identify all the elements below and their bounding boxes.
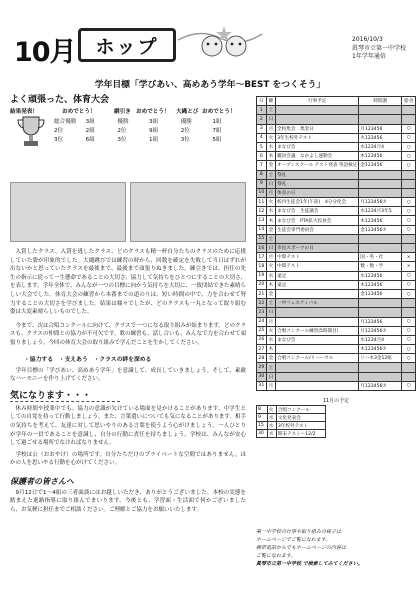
timetable-cell [359, 372, 402, 381]
weekday-cell: 火 [266, 133, 275, 142]
web-note-line: 眞琴市立第一中学校 で検索してみてください。 [256, 561, 363, 567]
timetable-cell: 木123456 [359, 152, 402, 161]
day-cell: 8 [257, 170, 267, 179]
calendar-row [257, 299, 416, 308]
key-points: ・協力する ・支えあう ・クラスの絆を深める [24, 356, 152, 363]
calendar-row [257, 106, 416, 115]
result-cell: 6組 [85, 137, 95, 143]
result-row [54, 118, 244, 127]
col-header-timetable: 時間割 [359, 97, 402, 106]
weekday-cell: 月 [266, 253, 275, 262]
col-header-day: 日 [257, 97, 267, 106]
weekday-cell: 日 [266, 179, 275, 188]
timetable-cell: 国・英・社 [359, 253, 402, 262]
november-table [256, 405, 326, 438]
event-cell: 合唱コンクール練習(5時間目) [276, 326, 359, 335]
result-cell: 3位 [117, 137, 127, 143]
timetable-cell: 火123456 [359, 133, 402, 142]
weekday-cell: 火 [266, 262, 275, 271]
lunch-cell: ○ [402, 289, 416, 298]
web-note-line: 携帯電話からでもホームページの内容は [256, 545, 346, 551]
result-group-label: おめでとう！ [62, 109, 96, 115]
day-cell: 7 [257, 161, 267, 170]
timetable-cell: 水1234月3年5 [359, 207, 402, 216]
lunch-cell: ○ [402, 124, 416, 133]
timetable-cell [359, 234, 402, 243]
calendar-row [257, 115, 416, 124]
timetable-cell: 木123456⑦ [359, 345, 402, 354]
lunch-cell [402, 372, 416, 381]
weekday-cell: 木 [266, 152, 275, 161]
calendar-body [257, 106, 416, 391]
lunch-cell: ○ [402, 207, 416, 216]
weekday-cell: 土 [266, 170, 275, 179]
calendar-row [257, 280, 416, 289]
event-cell: 合唱コンクール/リハーサル [276, 354, 359, 363]
weekday-cell: 木 [266, 216, 275, 225]
calendar-row [257, 271, 416, 280]
november-cell: 水 [267, 414, 276, 422]
event-cell: 中間テスト [276, 253, 359, 262]
lunch-cell: ○ [402, 216, 416, 225]
weekday-cell: 月 [266, 381, 275, 390]
november-cell: 8 [257, 406, 268, 414]
november-row [257, 406, 326, 414]
result-cell: 総合優勝 [54, 119, 77, 125]
lunch-cell [402, 234, 416, 243]
calendar-header-row [257, 97, 416, 106]
event-cell: 祭礼 [276, 179, 359, 188]
weekday-cell: 水 [266, 207, 275, 216]
day-cell: 10 [257, 188, 267, 197]
november-cell: 水 [267, 422, 276, 430]
results-rows [54, 118, 244, 145]
weekday-cell: 火 [266, 198, 275, 207]
timetable-cell [359, 179, 402, 188]
lunch-cell: ○ [402, 381, 416, 390]
col-header-events: 行事予定 [276, 97, 359, 106]
lunch-cell: ○ [402, 317, 416, 326]
calendar-row [257, 133, 416, 142]
day-cell: 9 [257, 179, 267, 188]
event-cell: 遠足 [276, 271, 359, 280]
day-cell: 21 [257, 289, 267, 298]
event-cell [276, 372, 359, 381]
calendar-row [257, 308, 416, 317]
november-cell: 水 [267, 430, 276, 438]
day-cell: 29 [257, 363, 267, 372]
timetable-cell: 金123456⑦ [359, 225, 402, 234]
november-schedule [256, 397, 416, 438]
lunch-cell [402, 106, 416, 115]
result-cell: 9組 [149, 128, 159, 134]
calendar-row [257, 161, 416, 170]
weekday-cell: 日 [266, 308, 275, 317]
timetable-cell: 水123456 [359, 271, 402, 280]
hop-char-1: ホ [95, 35, 117, 58]
timetable-cell [359, 299, 402, 308]
november-cell: 30 [257, 430, 268, 438]
weekday-cell: 木 [266, 345, 275, 354]
timetable-cell [359, 188, 402, 197]
sports-heading: よく頑張った、体育大会 [10, 95, 110, 105]
photo-row [10, 182, 246, 242]
event-cell: 生徒会専門委員会 [276, 225, 359, 234]
event-cell: 祭礼 [276, 170, 359, 179]
day-cell: 2 [257, 115, 267, 124]
weekday-cell: 土 [266, 106, 275, 115]
result-cell: 3組 [149, 119, 159, 125]
lunch-cell: × [402, 253, 416, 262]
hop-char-3: プ [137, 35, 159, 58]
event-cell: 体育の日 [276, 188, 359, 197]
result-group-label: おめでとう！ [202, 109, 236, 115]
guardian-section [10, 476, 246, 515]
weekday-cell: 金 [266, 354, 275, 363]
timetable-cell [359, 308, 402, 317]
event-cell: まなび会 生徒議会 [276, 207, 359, 216]
timetable-cell: 水1234月4 [359, 335, 402, 344]
event-cell: オープンスクール テスト発表 英語検定 [276, 161, 359, 170]
event-cell [276, 115, 359, 124]
calendar-row [257, 372, 416, 381]
result-group-label: 大縄とび [176, 109, 199, 115]
col-header-weekday: 曜 [266, 97, 275, 106]
event-cell: 全校集会 集金日 [276, 124, 359, 133]
newsletter-header [0, 0, 420, 82]
timetable-cell: 月123456 [359, 124, 402, 133]
guardian-body: 9月12日で1〜4組の三者面談にはお越しいただき、ありがとうございました。本校の実態を踏まえた進路指導に取り組んでまいります。今後とも、学習面・生活面で何かございましたら、お気軽に担任までご相談ください。ご理解とご協力をお願いいたします。 [10, 489, 246, 514]
calendar-row [257, 335, 416, 344]
calendar-row [257, 345, 416, 354]
website-note [256, 528, 416, 568]
issue-date: 2016/10/3 [352, 36, 383, 43]
day-cell: 25 [257, 326, 267, 335]
weekday-cell: 木 [266, 280, 275, 289]
weekday-cell: 月 [266, 188, 275, 197]
event-photo [130, 182, 246, 242]
event-cell: まなび会 PTA拡大役員会 [276, 216, 359, 225]
web-note-line: ホームページでご覧になれます。 [256, 537, 331, 543]
calendar-row [257, 225, 416, 234]
event-cell [276, 317, 359, 326]
result-row [54, 136, 244, 145]
day-cell: 17 [257, 253, 267, 262]
day-cell: 26 [257, 335, 267, 344]
day-cell: 31 [257, 381, 267, 390]
calendar-row [257, 354, 416, 363]
day-cell: 22 [257, 299, 267, 308]
result-cell: 優勝 [180, 119, 192, 125]
hop-title-box [78, 28, 176, 62]
event-cell [276, 345, 359, 354]
article-column [10, 92, 246, 592]
concern-heading: 気になります・・・ [10, 388, 120, 402]
november-cell: 15 [257, 422, 268, 430]
weekday-cell: 日 [266, 115, 275, 124]
event-cell: 中間テスト [276, 262, 359, 271]
event-cell [276, 289, 359, 298]
day-cell: 27 [257, 345, 267, 354]
day-cell: 23 [257, 308, 267, 317]
event-cell [276, 308, 359, 317]
november-cell: 3年校外テスト [276, 422, 325, 430]
results-title: 結果発表！ [10, 109, 38, 115]
issuer-name: 1年学年通信 [352, 53, 386, 60]
day-cell: 30 [257, 372, 267, 381]
col-header-lunch: 給食 [402, 97, 416, 106]
result-cell: 7組 [212, 128, 222, 134]
slogan-text: 学年目標の「学びあい、高めあう学年」を意識して、成長していきましょう。そして、素敵なハーモニーを作り上げてください。 [10, 367, 246, 383]
timetable-cell [359, 106, 402, 115]
event-photo [10, 182, 126, 242]
lunch-cell: ○ [402, 354, 416, 363]
day-cell: 19 [257, 271, 267, 280]
timetable-cell: 月123456⑦ [359, 381, 402, 390]
november-row [257, 430, 326, 438]
timetable-cell: 金123456 [359, 289, 402, 298]
timetable-cell: 月123456⑦ [359, 198, 402, 207]
timetable-cell: 木123456 [359, 216, 402, 225]
event-cell [276, 363, 359, 372]
event-cell [276, 106, 359, 115]
timetable-cell [359, 170, 402, 179]
result-cell: 2位 [117, 128, 127, 134]
event-cell: 職員会議 なかよし運動会 [276, 152, 359, 161]
lunch-cell: × [402, 262, 416, 271]
lunch-cell: ○ [402, 152, 416, 161]
timetable-cell: 月123456⑦ [359, 326, 402, 335]
day-cell: 20 [257, 280, 267, 289]
weekday-cell: 火 [266, 326, 275, 335]
november-cell: 9 [257, 414, 268, 422]
calendar-row [257, 244, 416, 253]
day-cell: 11 [257, 198, 267, 207]
hop-char-2: ッ [116, 35, 138, 58]
issue-info [352, 36, 406, 62]
day-cell: 18 [257, 262, 267, 271]
month-title: 10月 [14, 37, 76, 68]
timetable-cell: 月123456 [359, 317, 402, 326]
lunch-cell [402, 299, 416, 308]
lunch-cell [402, 363, 416, 372]
weekday-cell: 土 [266, 299, 275, 308]
result-cell: 2位 [54, 128, 64, 134]
result-cell: 5組 [212, 137, 222, 143]
timetable-cell: 水1234月4 [359, 142, 402, 151]
sports-body: 入賞したクラス、入賞を逃したクラス、どのクラスも精一杯自分たちのクラスのために応援していた姿が印象的でした。大縄跳びでは練習の時から、回数を確定を失敗して当日はずれが出ないかと思っていたクラスを最後まで、最後まで頑張りぬきました。練引きでは、担任の先生の指示に従って一生懸命であることの大切さ、協力して気持ちをひとつにすることの大切さ、を表します。学年全体で、みんなが一つの目標に向かう気持ちを大切に、一致団結できた素晴らしい大会でした。体育大会の練習から本番までの道のりは、短い時間の中で、力を合わせて努力することの大切さを学びました。結果は様々でしたが、どのクラスも一丸となって取り組む姿は大変素晴らしいものでした。 [10, 249, 246, 316]
calendar-row [257, 289, 416, 298]
day-cell: 15 [257, 234, 267, 243]
lunch-cell: ○ [402, 335, 416, 344]
weekday-cell: 月 [266, 124, 275, 133]
event-cell: まなび会 [276, 142, 359, 151]
timetable-cell: リハ木3金12組 [359, 354, 402, 363]
weekday-cell: 金 [266, 161, 275, 170]
lunch-cell [402, 188, 416, 197]
result-cell: 2組 [85, 128, 95, 134]
result-cell: 3位 [180, 137, 190, 143]
lunch-cell: ○ [402, 271, 416, 280]
weekday-cell: 日 [266, 372, 275, 381]
timetable-cell: 数・数・学 [359, 262, 402, 271]
results-block [10, 108, 246, 176]
lunch-cell: ○ [402, 280, 416, 289]
calendar-row [257, 317, 416, 326]
sports-body-2: 今まで、次は合唱コンクールに向けて、クラスで一つになる取り組みが始まります。どのクラスも、クラスの仲間との協力が不可欠です。歌の練習も、話し合いも、みんなで力を合わせて頑張りましょう。今回の体育大会の取り組みで学んだことを生かしてください。 [10, 322, 246, 346]
calendar-row [257, 326, 416, 335]
calendar-row [257, 198, 416, 207]
lunch-cell [402, 179, 416, 188]
timetable-cell: 木123456 [359, 280, 402, 289]
event-cell: 校内生徒会1年(午前) 4分分化会 [276, 198, 359, 207]
result-cell: 1組 [212, 119, 222, 125]
lunch-cell [402, 244, 416, 253]
lunch-cell: ○ [402, 225, 416, 234]
calendar-row [257, 142, 416, 151]
lunch-cell: ○ [402, 326, 416, 335]
weekday-cell: 土 [266, 234, 275, 243]
weekday-cell: 水 [266, 271, 275, 280]
event-cell [276, 381, 359, 390]
day-cell: 6 [257, 152, 267, 161]
calendar-row [257, 253, 416, 262]
day-cell: 14 [257, 225, 267, 234]
calendar-row [257, 170, 416, 179]
lunch-cell: ○ [402, 133, 416, 142]
timetable-cell [359, 244, 402, 253]
november-cell: 期末テスト〜12/2 [276, 430, 325, 438]
calendar-row [257, 234, 416, 243]
day-cell: 12 [257, 207, 267, 216]
lunch-cell [402, 308, 416, 317]
timetable-cell [359, 363, 402, 372]
day-cell: 3 [257, 124, 267, 133]
timetable-cell [359, 115, 402, 124]
trophy-icon [16, 114, 46, 150]
result-cell: 2位 [180, 128, 190, 134]
november-cell: 合唱コンクール [276, 406, 325, 414]
result-group-label: 網引き [114, 109, 131, 115]
day-cell: 1 [257, 106, 267, 115]
svg-text:☆: ☆ [19, 122, 23, 127]
timetable-cell: 金123456 [359, 161, 402, 170]
weekday-cell: 水 [266, 335, 275, 344]
school-name: 眞琴市立第一中学校 [352, 44, 407, 52]
weekday-cell: 月 [266, 317, 275, 326]
lunch-cell: ○ [402, 198, 416, 207]
lunch-cell: ○ [402, 142, 416, 151]
day-cell: 16 [257, 244, 267, 253]
day-cell: 4 [257, 133, 267, 142]
calendar-row [257, 124, 416, 133]
web-note-line: ご覧になれます。 [256, 553, 296, 559]
weekday-cell: 土 [266, 363, 275, 372]
lunch-cell [402, 170, 416, 179]
result-group-label: おめでとう！ [136, 109, 170, 115]
november-cell: 文化発表会 [276, 414, 325, 422]
event-cell: まなび会 [276, 335, 359, 344]
result-cell: 1組 [149, 137, 159, 143]
result-row [54, 127, 244, 136]
october-calendar [256, 96, 416, 391]
weekday-cell: 水 [266, 142, 275, 151]
event-cell: 遠足 [276, 280, 359, 289]
weekday-cell: 金 [266, 225, 275, 234]
calendar-row [257, 152, 416, 161]
result-cell: 3位 [54, 137, 64, 143]
november-row [257, 414, 326, 422]
calendar-row [257, 216, 416, 225]
day-cell: 13 [257, 216, 267, 225]
lunch-cell [402, 115, 416, 124]
calendar-row [257, 207, 416, 216]
november-title: 11月の予定 [322, 398, 350, 404]
event-cell: 一中フェスティバル [276, 299, 359, 308]
event-cell [276, 234, 359, 243]
calendar-row [257, 381, 416, 390]
schedule-column [256, 96, 416, 438]
calendar-row [257, 363, 416, 372]
lunch-cell: ○ [402, 161, 416, 170]
november-row [257, 422, 326, 430]
november-cell: 火 [267, 406, 276, 414]
day-cell: 24 [257, 317, 267, 326]
guardian-heading: 保護者の皆さんへ [10, 476, 74, 486]
result-cell: 3組 [85, 119, 95, 125]
lunch-cell: ○ [402, 345, 416, 354]
calendar-row [257, 262, 416, 271]
weekday-cell: 日 [266, 244, 275, 253]
result-cell: 優勝 [117, 119, 129, 125]
web-note-line: 第一中学校の行事や取り組みの様子は [256, 529, 342, 535]
calendar-row [257, 179, 416, 188]
grade-motto: 学年目標「学びあい、高めあう学年〜BEST をつくそう」 [94, 80, 326, 90]
concern-body: 休み時間や授業中でも、協力の意識が欠けている場面を見かけることがあります。中学生としての自覚を持って行動しましょう。また、言葉遣いについても気になることがあります。相手の気持ちを考えて、友達に対して思いやりのある言葉を使うよう心がけましょう。一人ひとりが学年の一員であることを意識し、自分の行動に責任を持ちましょう。学校は、みんなが安心して過ごせる場所でなければなりません。 [10, 405, 246, 447]
event-cell: 市民スポーツの日 [276, 244, 359, 253]
concern-body-2: 学校は公（おおやけ）の場所です。自分たちだけのプライベートな空間ではありません。ほかの人を思いやる行動を心がけてください。 [10, 451, 246, 467]
weekday-cell: 金 [266, 289, 275, 298]
calendar-row [257, 188, 416, 197]
event-cell: 3年生校外テスト [276, 133, 359, 142]
day-cell: 5 [257, 142, 267, 151]
day-cell: 28 [257, 354, 267, 363]
